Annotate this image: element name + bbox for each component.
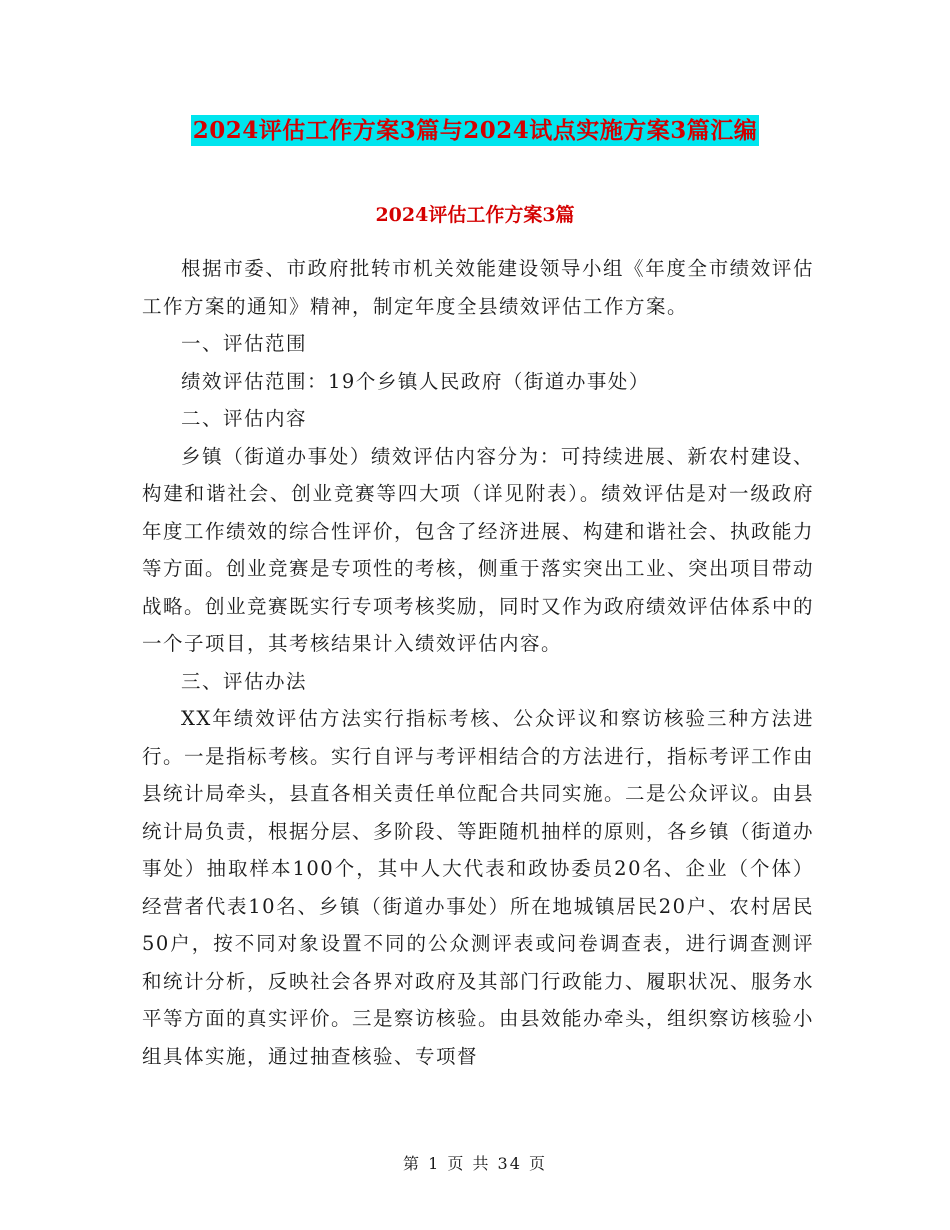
heading-scope: 一、评估范围 (181, 332, 308, 355)
heading-content: 二、评估内容 (181, 407, 308, 430)
page-footer: 第 1 页 共 34 页 (403, 1154, 547, 1173)
section-title: 2024评估工作方案3篇 (375, 204, 575, 226)
paragraph-method: XX年绩效评估方法实行指标考核、公众评议和察访核验三种方法进行。一是指标考核。实行自评与考评相结合的方法进行，指标考评工作由县统计局牵头，县直各相关责任单位配合共同实施。二是公众评议。由县统计局负责，根据分层、多阶段、等距随机抽样的原则，各乡镇（街道办事处）抽取样本100个，其中人大代表和政协委员20名、企业（个体）经营者代表10名、乡镇（街道办事处）所在地城镇居民20户、农村居民50户，按不同对象设置不同的公众测评表或问卷调查表，进行调查测评和统计分析，反映社会各界对政府及其部门行政能力、履职状况、服务水平等方面的真实评价。三是察访核验。由县效能办牵头，组织察访核验小组具体实施，通过抽查核验、专项督 (142, 707, 815, 1068)
document-main-title (0, 114, 950, 148)
paragraph-content: 乡镇（街道办事处）绩效评估内容分为：可持续进展、新农村建设、构建和谐社会、创业竞赛等四大项（详见附表）。绩效评估是对一级政府年度工作绩效的综合性评价，包含了经济进展、构建和谐社会、执政能力等方面。创业竞赛是专项性的考核，侧重于落实突出工业、突出项目带动战略。创业竞赛既实行专项考核奖励，同时又作为政府绩效评估体系中的一个子项目，其考核结果计入绩效评估内容。 (142, 444, 815, 655)
document-body (142, 220, 814, 1075)
heading-method: 三、评估办法 (181, 669, 308, 693)
main-title-text: 2024评估工作方案3篇与2024试点实施方案3篇汇编 (192, 117, 758, 144)
paragraph-intro: 根据市委、市政府批转市机关效能建设领导小组《年度全市绩效评估工作方案的通知》精神，制定年度全县绩效评估工作方案。 (142, 257, 814, 318)
paragraph-scope: 绩效评估范围：19个乡镇人民政府（街道办事处） (181, 369, 650, 393)
